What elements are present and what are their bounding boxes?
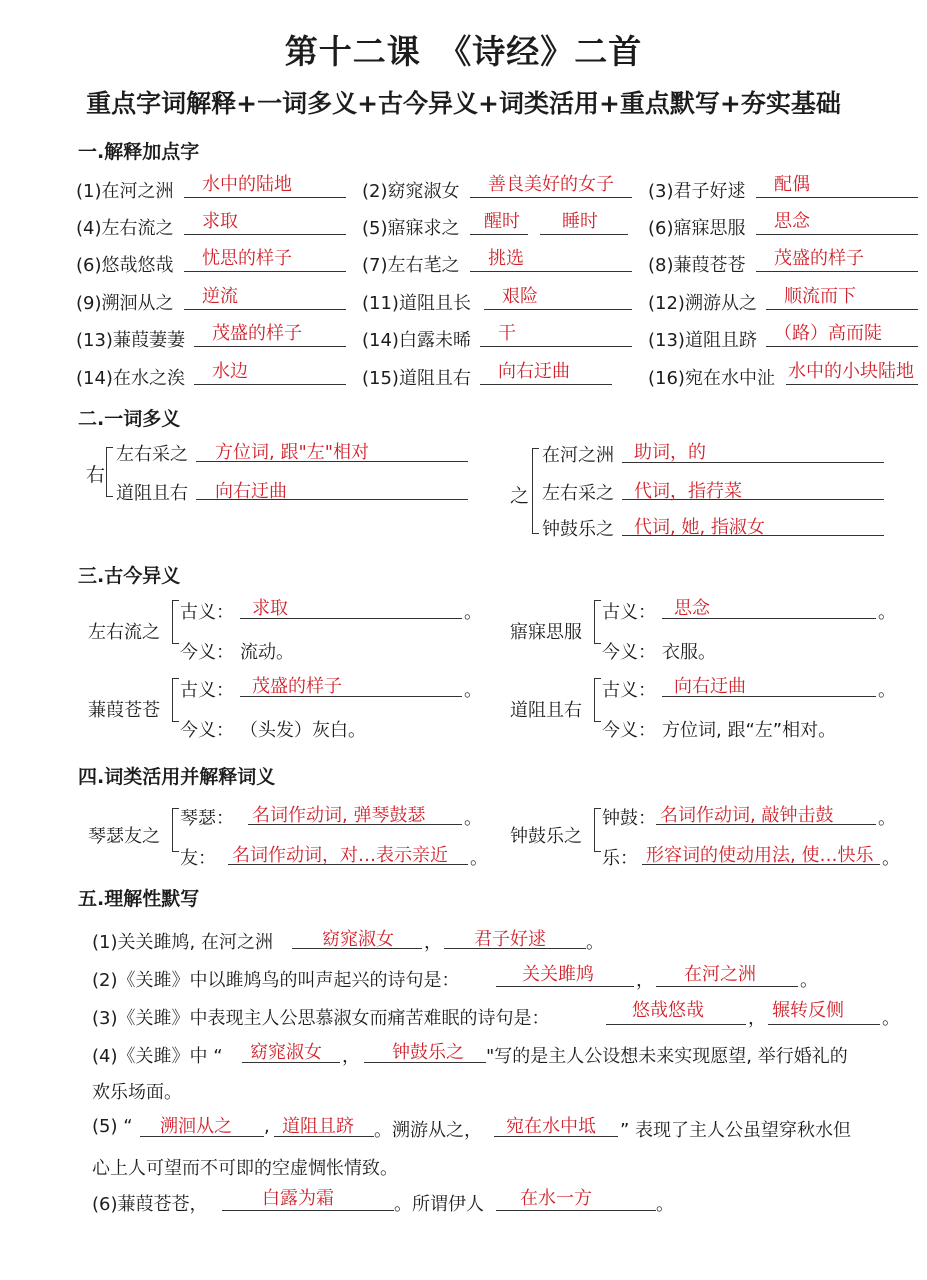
answer: 辗转反侧	[772, 1000, 844, 1021]
answer: 窈窕淑女	[250, 1042, 322, 1063]
answer-line	[766, 346, 918, 347]
question-word: (9)溯洄从之	[76, 293, 174, 314]
answer: 窈窕淑女	[322, 929, 394, 950]
answer-line	[480, 384, 612, 385]
separator: ,	[264, 1116, 270, 1137]
section1-heading: 一.解释加点字	[78, 141, 200, 163]
period: 。	[878, 602, 896, 623]
period: 。	[470, 848, 488, 869]
answer: 求取	[252, 598, 288, 619]
period: 。	[800, 970, 818, 991]
question-word: (3)君子好逑	[648, 181, 746, 202]
answer-line	[756, 197, 918, 198]
answer: 向右迂曲	[674, 676, 746, 697]
question-word: (12)溯游从之	[648, 293, 757, 314]
archaic-word: 左右流之	[88, 622, 160, 643]
answer: 代词, 她, 指淑女	[634, 517, 765, 538]
recite-2-prefix: (2)《关雎》中以雎鸠鸟的叫声起兴的诗句是：	[92, 970, 460, 991]
question-word: (11)道阻且长	[362, 293, 471, 314]
answer-line	[606, 1024, 746, 1025]
brace	[594, 808, 601, 852]
answer: 代词，指荇菜	[634, 481, 742, 502]
answer-line	[756, 234, 918, 235]
answer: 艰险	[502, 286, 538, 307]
answer: 茂盛的样子	[774, 248, 864, 269]
answer-line	[540, 234, 628, 235]
answer: 配偶	[774, 174, 810, 195]
answer: 茂盛的样子	[252, 676, 342, 697]
answer: 悠哉悠哉	[632, 1000, 704, 1021]
answer-line	[756, 271, 918, 272]
answer-line	[470, 234, 528, 235]
recite-5-continued: 心上人可望而不可即的空虚惆怅情致。	[92, 1158, 398, 1179]
brace	[594, 600, 601, 644]
question-word: (6)悠哉悠哉	[76, 255, 174, 276]
section4-heading: 四.词类活用并解释词义	[78, 766, 276, 788]
brace	[172, 678, 179, 722]
section2-heading: 二.一词多义	[78, 408, 181, 430]
answer-line	[768, 1024, 880, 1025]
answer-line	[480, 346, 632, 347]
usage-label: 友：	[180, 848, 216, 869]
recite-4-suffix: "写的是主人公设想未来实现愿望, 举行婚礼的	[486, 1046, 848, 1067]
question-word: (14)白露未晞	[362, 330, 471, 351]
answer: 名词作动词，对…表示亲近	[232, 845, 448, 866]
answer-line	[470, 271, 632, 272]
period: 。	[882, 1008, 900, 1029]
question-word: (2)窈窕淑女	[362, 181, 460, 202]
recite-5-prefix: (5) “	[92, 1116, 133, 1137]
answer: 水中的陆地	[202, 174, 292, 195]
polysemy-word-zhi: 之	[510, 485, 530, 507]
answer: 在水一方	[520, 1188, 592, 1209]
answer-line	[766, 309, 918, 310]
modern-meaning: 衣服。	[662, 642, 716, 663]
archaic-word: 蒹葭苍苍	[88, 700, 160, 721]
answer-line	[496, 1210, 656, 1211]
answer: 忧思的样子	[202, 248, 292, 269]
modern-label: 今义：	[180, 642, 234, 663]
recite-6-middle: 。所谓伊人	[394, 1194, 484, 1215]
answer: 君子好逑	[474, 929, 546, 950]
question-word: (13)蒹葭萋萋	[76, 330, 185, 351]
answer: 干	[498, 323, 516, 344]
question-word: (13)道阻且跻	[648, 330, 757, 351]
answer: 方位词, 跟"左"相对	[215, 442, 370, 463]
modern-meaning: 流动。	[240, 642, 294, 663]
page-title: 第十二课 《诗经》二首	[284, 32, 643, 71]
recite-6-prefix: (6)蒹葭苍苍，	[92, 1194, 208, 1215]
answer-line	[184, 309, 346, 310]
answer-line	[194, 346, 346, 347]
archaic-word: 寤寐思服	[510, 622, 582, 643]
answer: 溯洄从之	[160, 1116, 232, 1137]
modern-meaning: （头发）灰白。	[240, 720, 366, 741]
usage-word: 钟鼓乐之	[510, 826, 582, 847]
answer: 名词作动词, 敲钟击鼓	[660, 805, 834, 826]
question-word: (15)道阻且右	[362, 368, 471, 389]
period: 。	[656, 1194, 674, 1215]
usage-label: 琴瑟：	[180, 808, 234, 829]
polysemy-phrase: 在河之洲	[542, 445, 614, 466]
modern-label: 今义：	[602, 642, 656, 663]
recite-4-continued: 欢乐场面。	[92, 1082, 182, 1103]
answer: 思念	[674, 598, 710, 619]
usage-label: 钟鼓：	[602, 808, 656, 829]
usage-word: 琴瑟友之	[88, 826, 160, 847]
usage-label: 乐：	[602, 848, 638, 869]
comma: ，	[424, 932, 442, 953]
period: 。	[878, 808, 896, 829]
modern-label: 今义：	[180, 720, 234, 741]
brace	[532, 448, 539, 534]
page-subtitle: 重点字词解释+一词多义+古今异义+词类活用+重点默写+夯实基础	[86, 89, 841, 118]
comma: ，	[748, 1008, 766, 1029]
recite-5-middle: 。溯游从之，	[374, 1120, 482, 1141]
brace	[172, 808, 179, 852]
period: 。	[464, 680, 482, 701]
brace	[106, 447, 113, 497]
period: 。	[878, 680, 896, 701]
answer: 顺流而下	[784, 286, 856, 307]
answer: 助词，的	[634, 442, 706, 463]
polysemy-phrase: 道阻且右	[116, 483, 188, 504]
answer: 宛在水中坻	[506, 1116, 596, 1137]
polysemy-phrase: 左右采之	[116, 444, 188, 465]
answer: 向右迂曲	[498, 361, 570, 382]
question-word: (1)在河之洲	[76, 181, 174, 202]
answer: 道阻且跻	[282, 1116, 354, 1137]
answer-line	[184, 271, 346, 272]
answer: 白露为霜	[262, 1188, 334, 1209]
answer-line	[496, 986, 634, 987]
section5-heading: 五.理解性默写	[78, 888, 200, 910]
answer: 钟鼓乐之	[392, 1042, 464, 1063]
answer: 善良美好的女子	[488, 174, 614, 195]
answer: 睡时	[562, 211, 598, 232]
answer: 名词作动词, 弹琴鼓瑟	[252, 805, 426, 826]
answer-line	[470, 197, 632, 198]
answer: 茂盛的样子	[212, 323, 302, 344]
question-word: (7)左右芼之	[362, 255, 460, 276]
comma: ，	[636, 970, 654, 991]
section3-heading: 三.古今异义	[78, 565, 181, 587]
recite-4-prefix: (4)《关雎》中 “	[92, 1046, 223, 1067]
period: 。	[882, 848, 900, 869]
comma: ，	[342, 1046, 360, 1067]
archaic-word: 道阻且右	[510, 700, 582, 721]
question-word: (16)宛在水中沚	[648, 368, 775, 389]
answer-line	[222, 1210, 394, 1211]
ancient-label: 古义：	[602, 602, 656, 623]
answer: 求取	[202, 211, 238, 232]
answer: 在河之洲	[684, 964, 756, 985]
answer: 水中的小块陆地	[788, 361, 914, 382]
answer-line	[184, 197, 346, 198]
ancient-label: 古义：	[180, 680, 234, 701]
brace	[594, 678, 601, 722]
answer: 醒时	[484, 211, 520, 232]
period: 。	[464, 808, 482, 829]
recite-5-suffix: ” 表现了主人公虽望穿秋水但	[620, 1120, 852, 1141]
answer: （路）高而陡	[774, 323, 882, 344]
answer: 逆流	[202, 286, 238, 307]
period: 。	[464, 602, 482, 623]
answer-line	[184, 234, 346, 235]
modern-label: 今义：	[602, 720, 656, 741]
answer-line	[194, 384, 346, 385]
answer-line	[484, 309, 632, 310]
answer-line	[786, 384, 918, 385]
question-word: (8)蒹葭苍苍	[648, 255, 746, 276]
answer-line	[656, 986, 798, 987]
question-word: (4)左右流之	[76, 218, 174, 239]
brace	[172, 600, 179, 644]
ancient-label: 古义：	[602, 680, 656, 701]
answer: 向右迂曲	[215, 481, 287, 502]
ancient-label: 古义：	[180, 602, 234, 623]
question-word: (6)寤寐思服	[648, 218, 746, 239]
answer: 思念	[774, 211, 810, 232]
answer: 关关雎鸠	[522, 964, 594, 985]
recite-3-prefix: (3)《关雎》中表现主人公思慕淑女而痛苦难眠的诗句是：	[92, 1008, 550, 1029]
period: 。	[586, 932, 604, 953]
answer: 形容词的使动用法, 使…快乐	[646, 845, 874, 866]
polysemy-word-you: 右	[86, 464, 106, 486]
answer: 水边	[212, 361, 248, 382]
question-word: (5)寤寐求之	[362, 218, 460, 239]
polysemy-phrase: 左右采之	[542, 483, 614, 504]
question-word: (14)在水之涘	[76, 368, 185, 389]
modern-meaning: 方位词, 跟“左”相对。	[662, 720, 837, 741]
answer: 挑选	[488, 248, 524, 269]
polysemy-phrase: 钟鼓乐之	[542, 519, 614, 540]
recite-1-prefix: (1)关关雎鸠, 在河之洲	[92, 932, 273, 953]
